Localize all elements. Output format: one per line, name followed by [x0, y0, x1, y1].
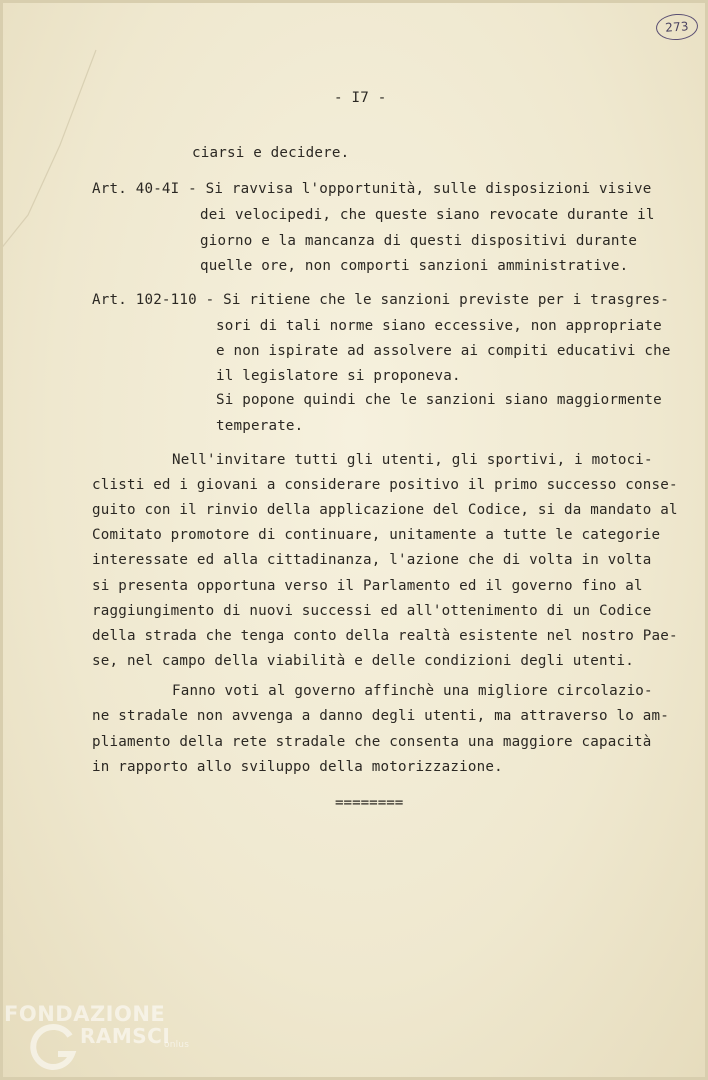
separator-line: ========	[335, 795, 404, 811]
text-line: Fanno voti al governo affinchè una migliore circolazio-	[172, 683, 653, 699]
text-line: e non ispirate ad assolvere ai compiti educativi che	[216, 343, 671, 359]
watermark-text: RAMSCI	[80, 1024, 171, 1048]
text-line: sori di tali norme siano eccessive, non appropriate	[216, 318, 662, 334]
text-line: guito con il rinvio della applicazione del Codice, si da mandato al	[92, 502, 678, 518]
archive-page-stamp: 273	[655, 13, 699, 42]
text-line: Si popone quindi che le sanzioni siano maggiormente	[216, 392, 662, 408]
text-line: clisti ed i giovani a considerare positivo il primo successo conse-	[92, 477, 678, 493]
watermark-logo	[4, 1002, 204, 1076]
text-line: se, nel campo della viabilità e delle condizioni degli utenti.	[92, 653, 634, 669]
page-number: - I7 -	[334, 90, 387, 106]
text-line: della strada che tenga conto della realtà esistente nel nostro Pae-	[92, 628, 678, 644]
text-line: in rapporto allo sviluppo della motorizzazione.	[92, 759, 503, 775]
text-line: ciarsi e decidere.	[192, 145, 350, 161]
text-line: si presenta opportuna verso il Parlamento ed il governo fino al	[92, 578, 643, 594]
watermark-g-icon	[30, 1022, 80, 1072]
watermark-text: onlus	[164, 1040, 190, 1050]
text-line: raggiungimento di nuovi successi ed all'ottenimento di un Codice	[92, 603, 652, 619]
text-line: il legislatore si proponeva.	[216, 368, 461, 384]
text-line: giorno e la mancanza di questi dispositivi durante	[200, 233, 638, 249]
text-line: pliamento della rete stradale che consenta una maggiore capacità	[92, 734, 652, 750]
text-line: ne stradale non avvenga a danno degli utenti, ma attraverso lo am-	[92, 708, 669, 724]
text-line: dei velocipedi, che queste siano revocate durante il	[200, 207, 655, 223]
text-line: quelle ore, non comporti sanzioni amministrative.	[200, 258, 629, 274]
text-line: interessate ed alla cittadinanza, l'azione che di volta in volta	[92, 552, 652, 568]
watermark-text: FONDAZIONE	[4, 1002, 166, 1026]
text-line: Nell'invitare tutti gli utenti, gli sportivi, i motoci-	[172, 452, 653, 468]
text-line: Art. 102-110 - Si ritiene che le sanzioni previste per i trasgres-	[92, 292, 669, 308]
text-line: temperate.	[216, 418, 304, 434]
text-line: Comitato promotore di continuare, unitamente a tutte le categorie	[92, 527, 661, 543]
text-line: Art. 40-4I - Si ravvisa l'opportunità, sulle disposizioni visive	[92, 181, 652, 197]
